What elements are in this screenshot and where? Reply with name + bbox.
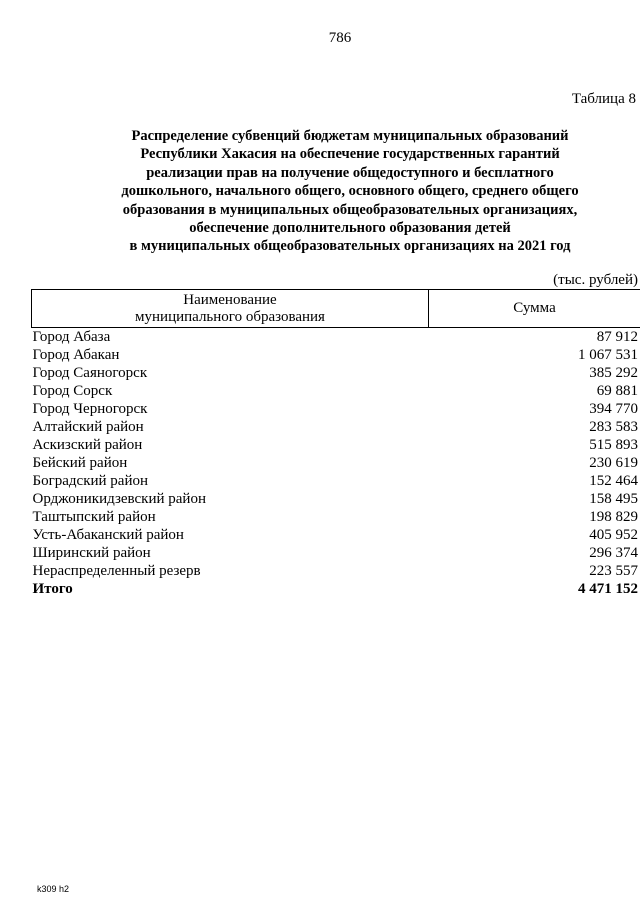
municipality-name: Город Черногорск — [32, 401, 148, 417]
municipality-name: Усть-Абаканский район — [32, 527, 184, 543]
total-label: Итого — [32, 581, 73, 597]
title-line: обеспечение дополнительного образования детей — [189, 220, 511, 237]
table-row — [32, 418, 640, 436]
header-municipality-line1: Наименование — [183, 291, 277, 308]
municipality-sum: 394 770 — [589, 401, 638, 417]
title-line: образования в муниципальных общеобразовательных организациях, — [122, 201, 578, 218]
table-row — [32, 490, 640, 508]
municipality-sum: 223 557 — [589, 563, 638, 579]
title-line: Распределение субвенций бюджетам муниципальных образований — [131, 128, 569, 144]
title-line: реализации прав на получение общедоступного и бесплатного — [146, 164, 554, 181]
municipality-name: Город Саяногорск — [32, 365, 148, 381]
footer-code: k309 h2 — [37, 884, 70, 894]
municipality-sum: 198 829 — [589, 509, 638, 525]
municipality-name: Ширинский район — [32, 545, 151, 561]
header-sum: Сумма — [429, 290, 640, 328]
municipality-name: Алтайский район — [32, 419, 144, 435]
municipality-sum: 230 619 — [589, 455, 638, 471]
title-line: в муниципальных общеобразовательных организациях на 2021 год — [129, 238, 571, 255]
municipality-sum: 405 952 — [589, 527, 638, 543]
table-row — [32, 382, 640, 400]
table-row — [32, 562, 640, 580]
table-header-row — [32, 290, 640, 328]
municipality-name: Таштыпский район — [32, 509, 156, 525]
table-row — [32, 544, 640, 562]
units-label: (тыс. рублей) — [553, 272, 638, 288]
total-sum: 4 471 152 — [578, 581, 638, 597]
municipality-sum: 515 893 — [589, 437, 638, 453]
table-row — [32, 346, 640, 364]
table-row — [32, 364, 640, 382]
table-row — [32, 400, 640, 418]
municipality-name: Бейский район — [32, 455, 128, 471]
municipality-sum: 1 067 531 — [578, 347, 638, 363]
municipality-sum: 296 374 — [589, 545, 638, 561]
title-line: дошкольного, начального общего, основного общего, среднего общего — [121, 183, 579, 200]
municipality-name: Боградский район — [32, 473, 149, 489]
municipality-sum: 283 583 — [589, 419, 638, 435]
table-row — [32, 436, 640, 454]
municipality-name: Аскизский район — [32, 437, 143, 453]
table-body — [32, 328, 640, 599]
table-total-row — [32, 580, 640, 598]
municipality-name: Город Абакан — [32, 347, 120, 363]
municipality-name: Орджоникидзевский район — [32, 491, 206, 507]
title-line: Республики Хакасия на обеспечение государственных гарантий — [140, 146, 560, 163]
municipality-name: Город Абаза — [32, 329, 111, 345]
municipality-sum: 69 881 — [596, 383, 638, 399]
municipality-sum: 152 464 — [589, 473, 638, 489]
header-municipality-line2: муниципального образования — [135, 308, 325, 325]
header-municipality — [32, 290, 429, 328]
table-row — [32, 328, 640, 347]
page-number: 786 — [328, 30, 352, 46]
subvention-table — [31, 289, 640, 598]
table-row — [32, 508, 640, 526]
table-row — [32, 454, 640, 472]
table-label: Таблица 8 — [571, 91, 636, 107]
municipality-sum: 385 292 — [589, 365, 638, 381]
municipality-name: Город Сорск — [32, 383, 113, 399]
table-row — [32, 526, 640, 544]
document-title — [30, 127, 640, 256]
municipality-sum: 158 495 — [589, 491, 638, 507]
table-row — [32, 472, 640, 490]
municipality-name: Нераспределенный резерв — [32, 563, 201, 579]
municipality-sum: 87 912 — [596, 329, 638, 345]
